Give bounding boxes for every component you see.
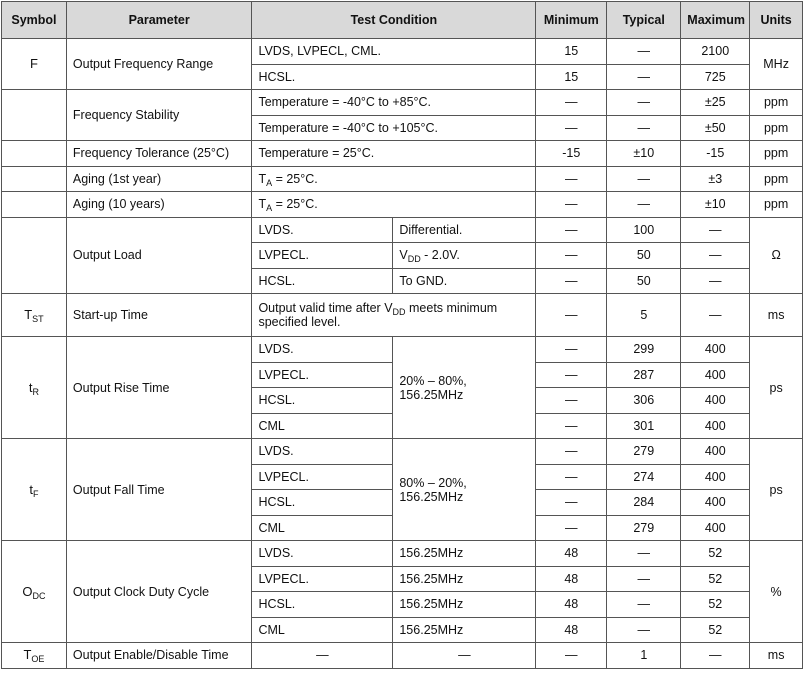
max-cell: 400: [681, 337, 750, 363]
typ-cell: 301: [607, 413, 681, 439]
units-cell: %: [750, 541, 803, 643]
typ-cell: —: [607, 592, 681, 618]
max-cell: ±3: [681, 166, 750, 192]
typ-cell: —: [607, 166, 681, 192]
max-cell: 52: [681, 592, 750, 618]
condition-type-cell: LVDS.: [252, 337, 393, 363]
min-cell: —: [536, 166, 607, 192]
max-cell: —: [681, 243, 750, 269]
max-cell: 52: [681, 541, 750, 567]
typ-cell: ±10: [607, 141, 681, 167]
units-cell: ms: [750, 643, 803, 669]
typ-cell: —: [607, 541, 681, 567]
typ-cell: 1: [607, 643, 681, 669]
typ-cell: 100: [607, 217, 681, 243]
typ-cell: —: [607, 39, 681, 65]
header-minimum: Minimum: [536, 2, 607, 39]
max-cell: ±50: [681, 115, 750, 141]
condition-cell: Temperature = -40°C to +85°C.: [252, 90, 536, 116]
condition-type-cell: CML: [252, 413, 393, 439]
min-cell: —: [536, 515, 607, 541]
typ-cell: 274: [607, 464, 681, 490]
max-cell: 400: [681, 439, 750, 465]
typ-cell: —: [607, 115, 681, 141]
min-cell: —: [536, 192, 607, 218]
condition-cell: Output valid time after $V_{DD}$ meets minimum specified level.: [252, 294, 536, 337]
condition-detail-cell: To GND.: [393, 268, 536, 294]
typ-cell: —: [607, 64, 681, 90]
units-cell: ppm: [750, 141, 803, 167]
symbol-cell: [2, 192, 67, 218]
symbol-cell: $t_R$: [2, 337, 67, 439]
condition-detail-cell: 156.25MHz: [393, 541, 536, 567]
typ-cell: —: [607, 192, 681, 218]
typ-cell: —: [607, 566, 681, 592]
min-cell: 15: [536, 64, 607, 90]
condition-type-cell: —: [252, 643, 393, 669]
parameter-cell: Output Enable/Disable Time: [66, 643, 252, 669]
parameter-cell: Output Fall Time: [66, 439, 252, 541]
max-cell: —: [681, 294, 750, 337]
min-cell: —: [536, 337, 607, 363]
min-cell: —: [536, 268, 607, 294]
parameter-cell: Frequency Tolerance (25°C): [66, 141, 252, 167]
condition-cell: Temperature = -40°C to +105°C.: [252, 115, 536, 141]
max-cell: ±10: [681, 192, 750, 218]
table-row: [2, 141, 803, 167]
condition-detail-cell: 20% – 80%, 156.25MHz: [393, 337, 536, 439]
min-cell: 48: [536, 617, 607, 643]
condition-cell: $T_A = 25^\circ C$.: [252, 166, 536, 192]
units-cell: MHz: [750, 39, 803, 90]
spec-table: [1, 1, 803, 669]
symbol-cell: $T_{OE}$: [2, 643, 67, 669]
max-cell: —: [681, 268, 750, 294]
condition-type-cell: LVDS.: [252, 217, 393, 243]
max-cell: 52: [681, 566, 750, 592]
max-cell: -15: [681, 141, 750, 167]
min-cell: —: [536, 439, 607, 465]
parameter-cell: Output Frequency Range: [66, 39, 252, 90]
condition-detail-cell: —: [393, 643, 536, 669]
typ-cell: 284: [607, 490, 681, 516]
header-row: [2, 2, 803, 39]
condition-type-cell: LVDS.: [252, 439, 393, 465]
condition-detail-cell: 156.25MHz: [393, 566, 536, 592]
max-cell: 725: [681, 64, 750, 90]
min-cell: 48: [536, 592, 607, 618]
min-cell: —: [536, 90, 607, 116]
condition-cell: Temperature = 25°C.: [252, 141, 536, 167]
condition-detail-cell: 156.25MHz: [393, 617, 536, 643]
min-cell: —: [536, 490, 607, 516]
max-cell: 400: [681, 388, 750, 414]
units-cell: ppm: [750, 166, 803, 192]
condition-type-cell: LVPECL.: [252, 566, 393, 592]
max-cell: 400: [681, 464, 750, 490]
min-cell: —: [536, 217, 607, 243]
symbol-cell: $T_{ST}$: [2, 294, 67, 337]
condition-type-cell: LVPECL.: [252, 464, 393, 490]
condition-type-cell: LVDS.: [252, 541, 393, 567]
min-cell: 48: [536, 566, 607, 592]
condition-type-cell: CML: [252, 515, 393, 541]
condition-detail-cell: 80% – 20%, 156.25MHz: [393, 439, 536, 541]
condition-type-cell: LVPECL.: [252, 243, 393, 269]
header-parameter: Parameter: [66, 2, 252, 39]
table-row: [2, 294, 803, 337]
typ-cell: —: [607, 617, 681, 643]
max-cell: ±25: [681, 90, 750, 116]
parameter-cell: Aging (1st year): [66, 166, 252, 192]
parameter-cell: Frequency Stability: [66, 90, 252, 141]
typ-cell: 279: [607, 515, 681, 541]
condition-cell: HCSL.: [252, 64, 536, 90]
symbol-cell: $t_F$: [2, 439, 67, 541]
units-cell: ppm: [750, 192, 803, 218]
max-cell: 400: [681, 362, 750, 388]
table-row: [2, 90, 803, 116]
units-cell: ppm: [750, 90, 803, 116]
max-cell: 52: [681, 617, 750, 643]
min-cell: —: [536, 294, 607, 337]
parameter-cell: Aging (10 years): [66, 192, 252, 218]
units-cell: ps: [750, 439, 803, 541]
condition-type-cell: LVPECL.: [252, 362, 393, 388]
header-test-condition: Test Condition: [252, 2, 536, 39]
parameter-cell: Output Clock Duty Cycle: [66, 541, 252, 643]
min-cell: -15: [536, 141, 607, 167]
table-row: [2, 39, 803, 65]
condition-cell: $T_A = 25^\circ C$.: [252, 192, 536, 218]
typ-cell: 306: [607, 388, 681, 414]
table-row: [2, 192, 803, 218]
min-cell: —: [536, 464, 607, 490]
condition-type-cell: HCSL.: [252, 490, 393, 516]
parameter-cell: Output Load: [66, 217, 252, 294]
condition-detail-cell: 156.25MHz: [393, 592, 536, 618]
parameter-cell: Output Rise Time: [66, 337, 252, 439]
typ-cell: —: [607, 90, 681, 116]
header-typical: Typical: [607, 2, 681, 39]
units-cell: ppm: [750, 115, 803, 141]
max-cell: 400: [681, 515, 750, 541]
symbol-cell: [2, 141, 67, 167]
condition-cell: LVDS, LVPECL, CML.: [252, 39, 536, 65]
table-row: [2, 337, 803, 363]
symbol-cell: [2, 217, 67, 294]
condition-type-cell: CML: [252, 617, 393, 643]
table-row: [2, 217, 803, 243]
min-cell: —: [536, 243, 607, 269]
max-cell: —: [681, 217, 750, 243]
max-cell: —: [681, 643, 750, 669]
min-cell: —: [536, 362, 607, 388]
typ-cell: 50: [607, 268, 681, 294]
symbol-cell: $O_{DC}$: [2, 541, 67, 643]
table-row: [2, 166, 803, 192]
max-cell: 400: [681, 413, 750, 439]
symbol-cell: F: [2, 39, 67, 90]
condition-type-cell: HCSL.: [252, 592, 393, 618]
header-units: Units: [750, 2, 803, 39]
condition-detail-cell: $V_{DD} - 2.0V$.: [393, 243, 536, 269]
min-cell: 15: [536, 39, 607, 65]
units-cell: ms: [750, 294, 803, 337]
table-row: [2, 541, 803, 567]
min-cell: —: [536, 115, 607, 141]
parameter-cell: Start-up Time: [66, 294, 252, 337]
min-cell: —: [536, 643, 607, 669]
condition-detail-cell: Differential.: [393, 217, 536, 243]
min-cell: —: [536, 388, 607, 414]
condition-type-cell: HCSL.: [252, 388, 393, 414]
symbol-cell: [2, 90, 67, 141]
typ-cell: 299: [607, 337, 681, 363]
typ-cell: 5: [607, 294, 681, 337]
units-cell: Ω: [750, 217, 803, 294]
table-row: [2, 643, 803, 669]
header-symbol: Symbol: [2, 2, 67, 39]
units-cell: ps: [750, 337, 803, 439]
typ-cell: 287: [607, 362, 681, 388]
min-cell: —: [536, 413, 607, 439]
condition-type-cell: HCSL.: [252, 268, 393, 294]
min-cell: 48: [536, 541, 607, 567]
symbol-cell: [2, 166, 67, 192]
max-cell: 2100: [681, 39, 750, 65]
typ-cell: 279: [607, 439, 681, 465]
typ-cell: 50: [607, 243, 681, 269]
max-cell: 400: [681, 490, 750, 516]
table-row: [2, 439, 803, 465]
header-maximum: Maximum: [681, 2, 750, 39]
